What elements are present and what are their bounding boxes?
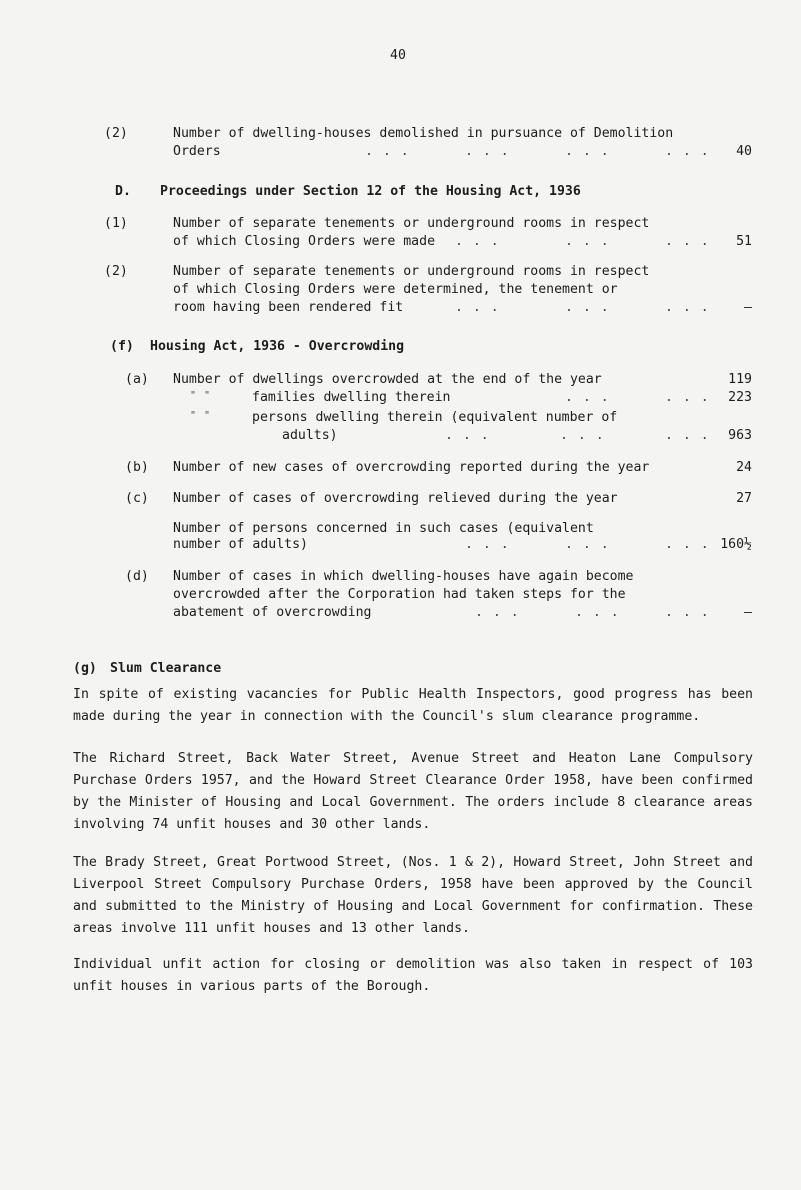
leader-dots: . . . — [665, 537, 710, 552]
leader-dots: . . . — [565, 537, 610, 552]
item-text: Number of dwellings overcrowded at the end of the year — [173, 372, 602, 387]
leader-dots: . . . — [665, 605, 710, 620]
leader-dots: . . . — [565, 300, 610, 315]
leader-dots: . . . — [565, 234, 610, 249]
section-label: (f) — [110, 339, 134, 354]
paragraph: The Brady Street, Great Portwood Street, (Nos. 1 & 2), Howard Street, John Street and Liverpool Street Compulsory Purchase Orders, 1958 have been approved by the Council and submitted to the Ministry of Housing and Local Government for confirmation. These areas involve 111 unfit houses and 13 other lands. — [73, 855, 753, 936]
item-text: overcrowded after the Corporation had taken steps for the — [173, 587, 626, 602]
leader-dots: . . . — [565, 144, 610, 159]
item-text: number of adults) — [173, 537, 308, 552]
section-heading: Housing Act, 1936 - Overcrowding — [150, 339, 405, 354]
item-value: 40 — [736, 144, 752, 159]
item-value: 223 — [728, 390, 752, 405]
item-text: Number of persons concerned in such cases (equivalent — [173, 521, 594, 536]
paragraph: The Richard Street, Back Water Street, Avenue Street and Heaton Lane Compulsory Purchase Orders 1957, and the Howard Street Clearance Order 1958, have been confirmed by the Minister of Housing and Local Government. The orders include 8 clearance areas involving 74 unfit houses and 30 other lands. — [73, 751, 753, 832]
leader-dots: . . . — [560, 428, 605, 443]
item-label: (d) — [125, 569, 149, 584]
item-value: 27 — [736, 491, 752, 506]
item-label: (2) — [104, 126, 128, 141]
item-value: 963 — [728, 428, 752, 443]
leader-dots: . . . — [455, 234, 500, 249]
paragraph: Individual unfit action for closing or demolition was also taken in respect of 103 unfit houses in various parts of the Borough. — [73, 957, 753, 994]
leader-dots: . . . — [665, 300, 710, 315]
leader-dots: . . . — [575, 605, 620, 620]
section-heading: Proceedings under Section 12 of the Housing Act, 1936 — [160, 184, 581, 199]
leader-dots: . . . — [455, 300, 500, 315]
item-text: room having been rendered fit — [173, 300, 404, 315]
item-label: (1) — [104, 216, 128, 231]
item-text: Number of new cases of overcrowding reported during the year — [173, 460, 650, 475]
leader-dots: . . . — [665, 234, 710, 249]
item-value: 24 — [736, 460, 752, 475]
item-text: adults) — [282, 428, 338, 443]
item-text: Number of cases of overcrowding relieved during the year — [173, 491, 618, 506]
item-value: 160½ — [720, 537, 752, 552]
item-text: Orders — [173, 144, 221, 159]
item-text: Number of cases in which dwelling-houses have again become — [173, 569, 634, 584]
leader-dots: . . . — [665, 428, 710, 443]
paragraph: In spite of existing vacancies for Public Health Inspectors, good progress has been made during the year in connection with the Council's slum clearance programme. — [73, 687, 753, 724]
item-label: (c) — [125, 491, 149, 506]
leader-dots: . . . — [665, 390, 710, 405]
item-text: of which Closing Orders were made — [173, 234, 436, 249]
item-text: families dwelling therein — [252, 390, 451, 405]
leader-dots: . . . — [475, 605, 520, 620]
item-value: – — [744, 605, 752, 620]
item-value: – — [744, 300, 752, 315]
item-text: Number of separate tenements or underground rooms in respect — [173, 264, 650, 279]
leader-dots: . . . — [465, 144, 510, 159]
section-label: (g) — [73, 661, 97, 676]
ditto-mark: " " — [190, 410, 212, 421]
item-text: of which Closing Orders were determined, the tenement or — [173, 282, 618, 297]
item-value: 119 — [728, 372, 752, 387]
item-label: (b) — [125, 460, 149, 475]
ditto-mark: " " — [190, 390, 212, 401]
item-text: persons dwelling therein (equivalent number of — [252, 410, 618, 425]
item-label: (2) — [104, 264, 128, 279]
leader-dots: . . . — [665, 144, 710, 159]
leader-dots: . . . — [465, 537, 510, 552]
item-value: 51 — [736, 234, 752, 249]
page-number: 40 — [390, 48, 406, 63]
item-label: (a) — [125, 372, 149, 387]
item-text: abatement of overcrowding — [173, 605, 372, 620]
section-heading: Slum Clearance — [110, 661, 222, 676]
item-text: Number of dwelling-houses demolished in pursuance of Demolition — [173, 126, 674, 141]
leader-dots: . . . — [445, 428, 490, 443]
item-text: Number of separate tenements or underground rooms in respect — [173, 216, 650, 231]
leader-dots: . . . — [365, 144, 410, 159]
leader-dots: . . . — [565, 390, 610, 405]
section-label: D. — [115, 184, 131, 199]
